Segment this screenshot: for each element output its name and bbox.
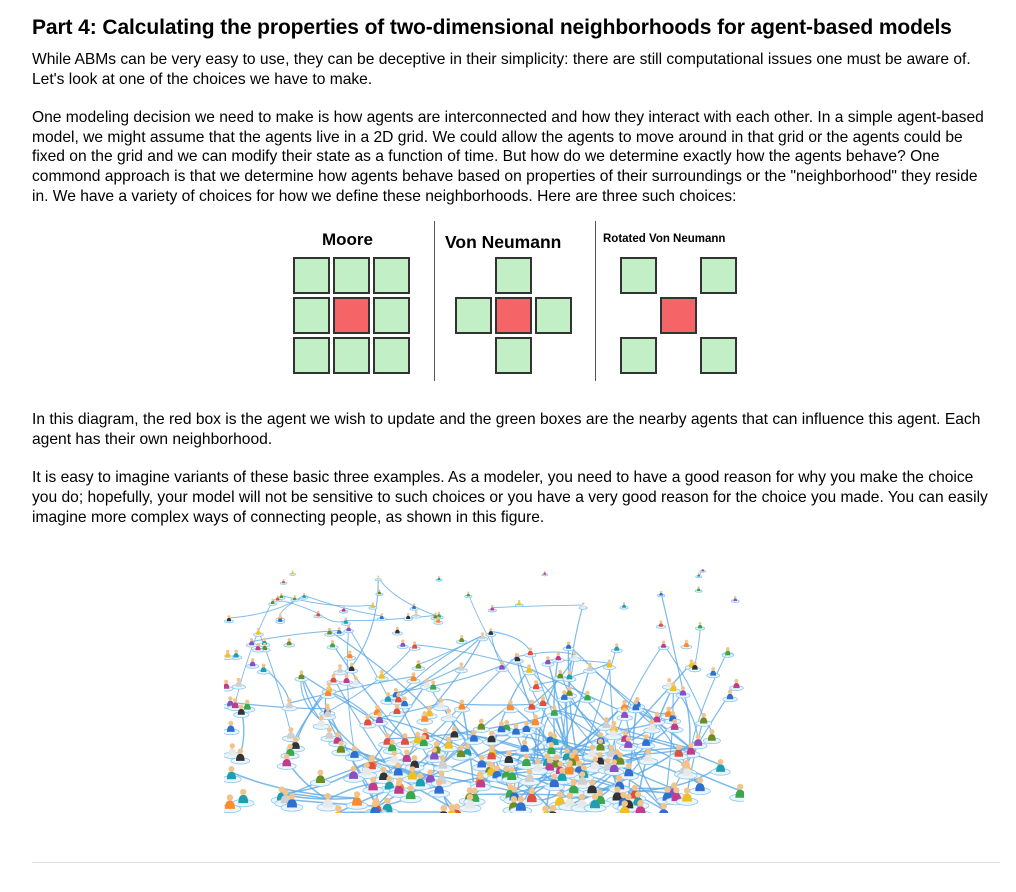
network-link: [569, 605, 583, 675]
moore-neighbor-cell: [333, 257, 370, 294]
moore-neighbor-cell: [333, 337, 370, 374]
network-link: [695, 625, 700, 665]
person-figure: [224, 650, 233, 660]
person-figure: [334, 627, 344, 635]
person-figure: [377, 613, 386, 621]
person-figure: [620, 602, 628, 609]
person-figure: [232, 678, 246, 689]
person-figure: [488, 605, 496, 612]
people-network-image: [224, 569, 744, 813]
panel-divider: [595, 221, 596, 381]
rotated-agent-cell: [660, 297, 697, 334]
person-figure: [569, 652, 581, 662]
von-neumann-neighbor-cell: [495, 337, 532, 374]
rotated-neighbor-cell: [620, 257, 657, 294]
people-network-illustration: [224, 569, 744, 813]
person-figure: [695, 586, 702, 592]
person-figure: [284, 638, 295, 647]
person-figure: [523, 664, 536, 675]
person-figure: [325, 628, 335, 636]
person-figure: [711, 759, 730, 775]
person-figure: [376, 589, 383, 595]
von-neumann-label: Von Neumann: [445, 232, 562, 253]
person-figure: [656, 620, 665, 628]
person-figure: [658, 641, 669, 650]
network-link: [491, 631, 531, 651]
person-figure: [224, 721, 239, 735]
person-figure: [253, 628, 263, 636]
person-figure: [723, 690, 737, 702]
person-figure: [503, 700, 518, 713]
panel-divider: [434, 221, 435, 381]
person-figure: [695, 622, 705, 630]
network-link: [301, 675, 372, 761]
person-figure: [436, 576, 442, 581]
person-figure: [542, 656, 554, 666]
moore-neighbor-cell: [293, 297, 330, 334]
von-neumann-neighbor-cell: [455, 297, 492, 334]
neighborhood-diagram: [32, 206, 998, 410]
person-figure: [334, 664, 347, 675]
person-figure: [397, 640, 408, 649]
person-figure: [257, 664, 270, 675]
person-figure: [456, 635, 467, 644]
person-figure: [282, 698, 297, 711]
article-section: [32, 18, 998, 527]
person-figure: [730, 679, 744, 690]
person-figure: [563, 641, 574, 650]
network-link: [468, 594, 532, 705]
network-link: [352, 578, 379, 667]
network-link: [462, 704, 532, 705]
person-figure: [295, 670, 308, 681]
person-figure: [224, 615, 233, 623]
person-figure: [696, 713, 712, 726]
network-link: [346, 615, 436, 620]
person-figure: [327, 640, 338, 649]
person-figure: [409, 641, 420, 650]
section-divider: [32, 862, 1000, 863]
person-figure: [375, 576, 381, 581]
person-figure: [552, 652, 564, 662]
network-link: [378, 578, 435, 616]
moore-agent-cell: [333, 297, 370, 334]
person-figure: [370, 705, 385, 718]
person-figure: [611, 643, 622, 652]
person-figure: [722, 648, 733, 658]
person-figure: [247, 658, 259, 668]
person-figure: [233, 789, 254, 807]
person-figure: [579, 602, 587, 609]
neighborhood-paragraph: One modeling decision we need to make is how agents are interconnected and how they interact with each other. In a simple agent-based model, we might assume that the agents live in a 2D grid. We could allow the agents to move around in that grid or the agents could be fixed on the grid and we can modify their state as a function of time. But how do we determine exactly how the agents behave? One commond approach is that we determine how agents behave based on properties of their surroundings or the "neighborhood" they reside in. We have a variety of choices for how we define these neighborhoods. Here are three such choices:: [32, 109, 984, 205]
person-figure: [290, 570, 296, 575]
person-figure: [512, 653, 524, 663]
von-neumann-neighbor-cell: [535, 297, 572, 334]
person-figure: [657, 591, 664, 597]
person-figure: [344, 625, 354, 633]
rotated-neighbor-cell: [700, 337, 737, 374]
von-neumann-agent-cell: [495, 297, 532, 334]
diagram-explanation-paragraph: In this diagram, the red box is the agent we wish to update and the green boxes are the nearby agents that can influence this agent. Each agent has their own neighborhood.: [32, 411, 981, 448]
person-figure: [525, 648, 536, 658]
person-figure: [412, 660, 424, 670]
rotated-neighbor-cell: [700, 257, 737, 294]
person-figure: [730, 784, 744, 802]
moore-neighbor-cell: [373, 257, 410, 294]
person-figure: [280, 579, 287, 584]
person-figure: [392, 627, 402, 635]
person-figure: [681, 640, 692, 649]
person-figure: [515, 600, 523, 607]
person-figure: [496, 661, 508, 671]
person-figure: [473, 719, 489, 733]
person-figure: [412, 611, 421, 618]
person-figure: [344, 650, 356, 660]
person-figure: [542, 571, 548, 576]
variants-paragraph: It is easy to imagine variants of these basic three examples. As a modeler, you need to have a good reason for why you make the choice you do; hopefully, your model will not be sensitive to such choices or you have a very good reason for the choice you made. You can easily imagine more complex ways of connecting people, as shown in this figure.: [32, 469, 988, 526]
person-figure: [224, 680, 233, 691]
rotated-neighbor-cell: [620, 337, 657, 374]
person-figure: [583, 663, 595, 673]
moore-label: Moore: [322, 230, 373, 250]
rotated-von-neumann-label: Rotated Von Neumann: [603, 233, 726, 246]
intro-paragraph: While ABMs can be very easy to use, they can be deceptive in their simplicity: there are still computational issues one must be aware of. Let's look at one of the choices we have to make.: [32, 51, 971, 88]
moore-neighbor-cell: [373, 297, 410, 334]
network-link: [492, 605, 583, 608]
network-link: [441, 700, 462, 705]
person-figure: [224, 766, 241, 783]
moore-neighbor-cell: [293, 337, 330, 374]
section-title: Part 4: Calculating the properties of two-dimensional neighborhoods for agent-based models: [32, 16, 952, 39]
person-figure: [465, 591, 472, 597]
moore-neighbor-cell: [293, 257, 330, 294]
network-link: [318, 613, 346, 622]
person-figure: [731, 596, 739, 603]
person-figure: [700, 569, 706, 572]
moore-neighbor-cell: [373, 337, 410, 374]
von-neumann-neighbor-cell: [495, 257, 532, 294]
